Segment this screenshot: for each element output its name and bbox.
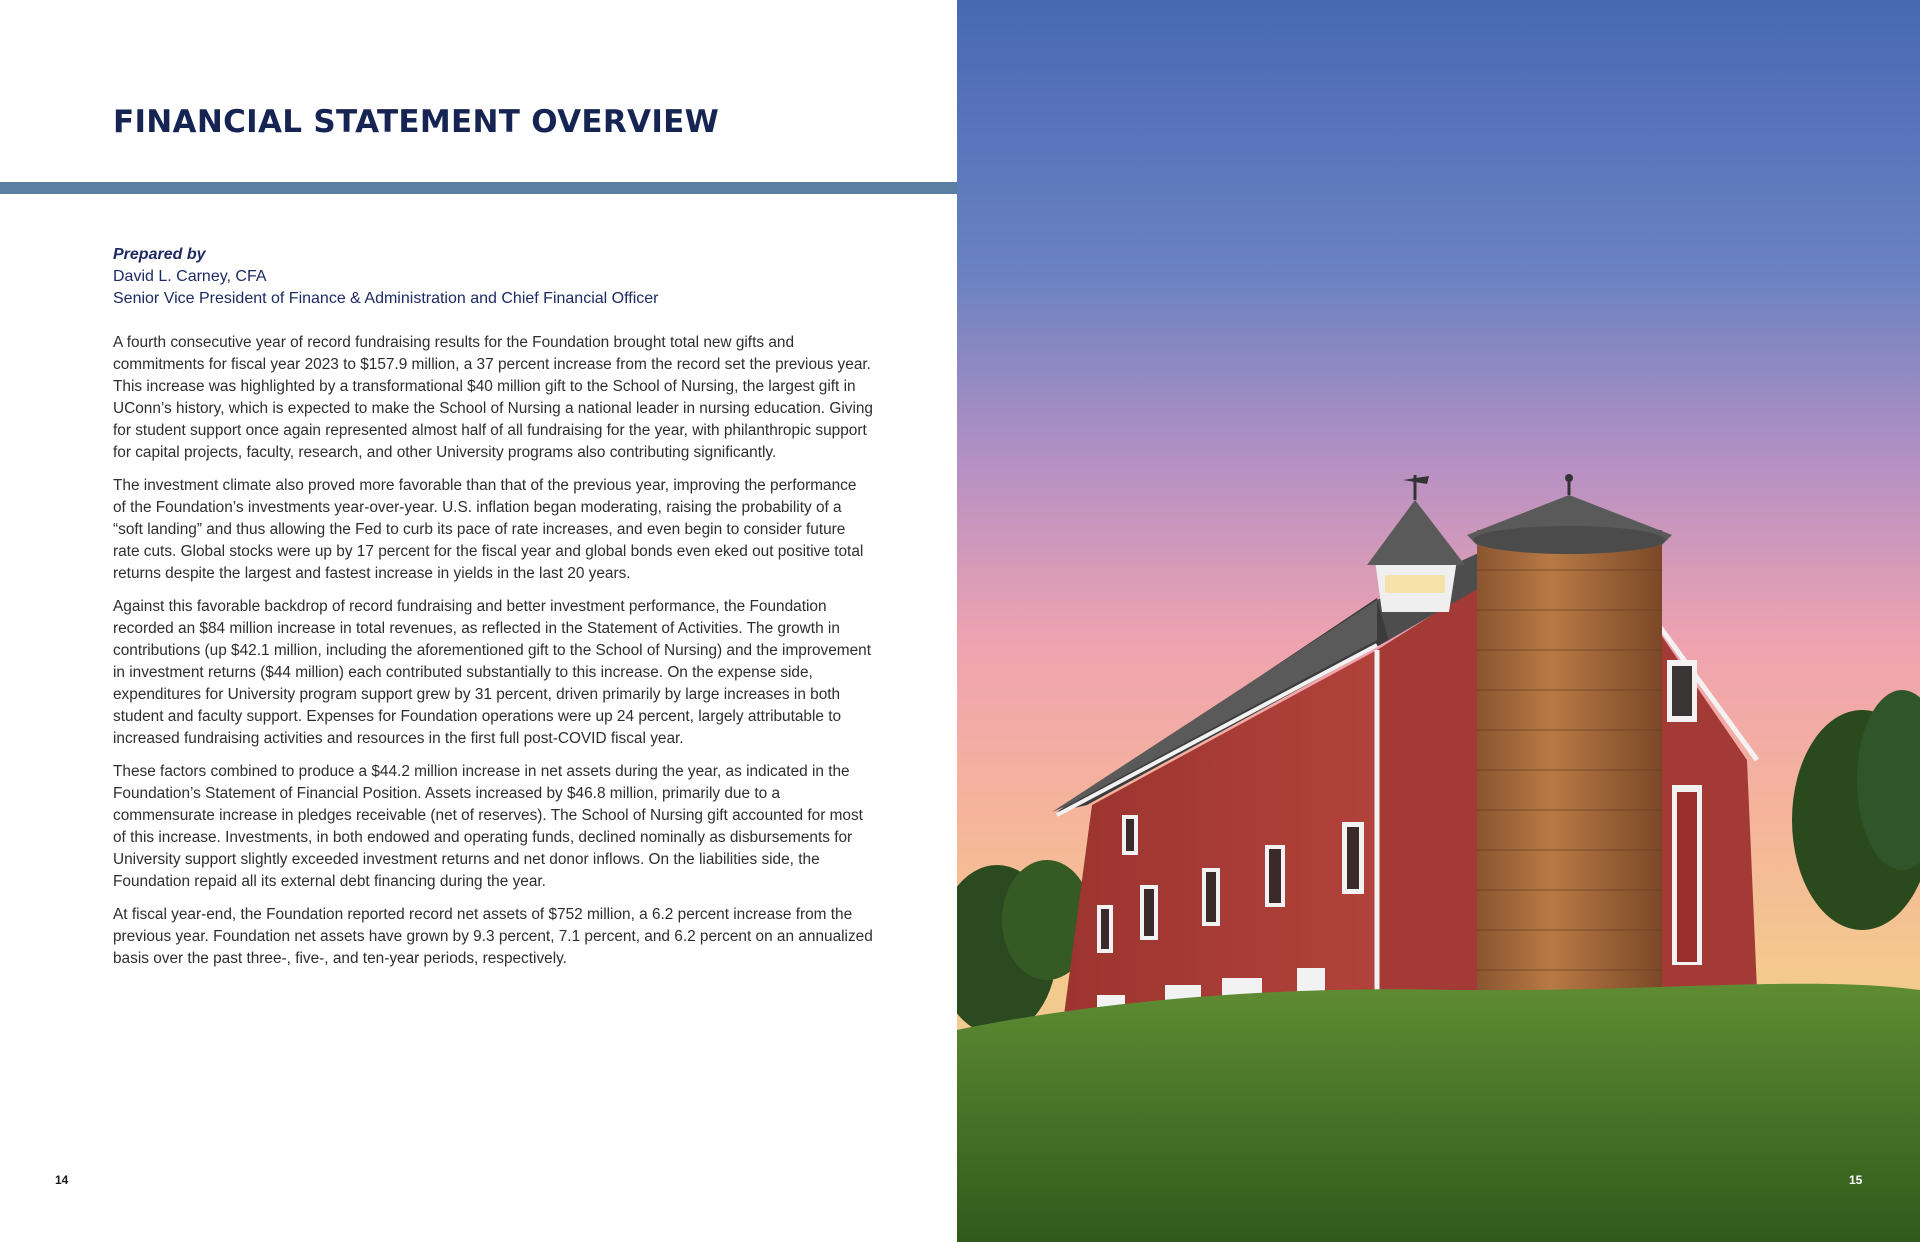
paragraph: The investment climate also proved more favorable than that of the previous year, improving the performance of the Foundation’s investments year-over-year. U.S. inflation began moderating, raising the probability of a “soft landing” and thus allowing the Fed to curb its pace of rate increases, and even begin to consider future rate cuts. Global stocks were up by 17 percent for the fiscal year and global bonds even eked out positive total returns despite the largest and fastest increase in yields in the last 20 years. <box>113 477 864 582</box>
silo <box>1467 474 1672 1005</box>
byline-label: Prepared by <box>113 246 206 263</box>
barn-photo <box>957 0 1920 1242</box>
grass-hill <box>957 984 1920 1242</box>
paragraph: These factors combined to produce a $44.2 million increase in net assets during the year, as indicated in the Foundation’s Statement of Financial Position. Assets increased by $46.8 million, primarily due to a commensurate increase in pledges receivable (net of reserves). The School of Nursing gift accounted for most of this increase. Investments, in both endowed and operating funds, declined nominally as disbursements for University support slightly exceeded investment returns and net donor inflows. On the liabilities side, the Foundation repaid all its external debt financing during the year. <box>113 763 863 890</box>
body-text <box>113 332 873 981</box>
left-page <box>0 0 957 1242</box>
author-role: Senior Vice President of Finance & Administration and Chief Financial Officer <box>113 290 659 307</box>
author-name: David L. Carney, CFA <box>113 268 267 285</box>
title-divider <box>0 182 957 194</box>
right-page <box>957 0 1920 1242</box>
byline <box>113 244 873 310</box>
left-page-number: 14 <box>55 1173 69 1187</box>
paragraph: Against this favorable backdrop of record fundraising and better investment performance, the Foundation recorded an $84 million increase in total revenues, as reflected in the Statement of Activities. The growth in contributions (up $42.1 million, including the aforementioned gift to the School of Nursing) and the improvement in investment returns ($44 million) each contributed substantially to this increase. On the expense side, expenditures for University program support grew by 31 percent, driven primarily by large increases in both student and faculty support. Expenses for Foundation operations were up 24 percent, largely attributable to increased fundraising activities and resources in the first full post-COVID fiscal year. <box>113 598 871 747</box>
page-title: FINANCIAL STATEMENT OVERVIEW <box>113 104 720 140</box>
right-page-number: 15 <box>1849 1173 1863 1187</box>
paragraph: At fiscal year-end, the Foundation reported record net assets of $752 million, a 6.2 percent increase from the previous year. Foundation net assets have grown by 9.3 percent, 7.1 percent, and 6.2 percent on an annualized basis over the past three-, five-, and ten-year periods, respectively. <box>113 906 873 967</box>
paragraph: A fourth consecutive year of record fundraising results for the Foundation brought total new gifts and commitments for fiscal year 2023 to $157.9 million, a 37 percent increase from the record set the previous year. This increase was highlighted by a transformational $40 million gift to the School of Nursing, the largest gift in UConn’s history, which is expected to make the School of Nursing a national leader in nursing education. Giving for student support once again represented almost half of all fundraising for the year, with philanthropic support for capital projects, faculty, research, and other University programs also contributing significantly. <box>113 334 873 461</box>
